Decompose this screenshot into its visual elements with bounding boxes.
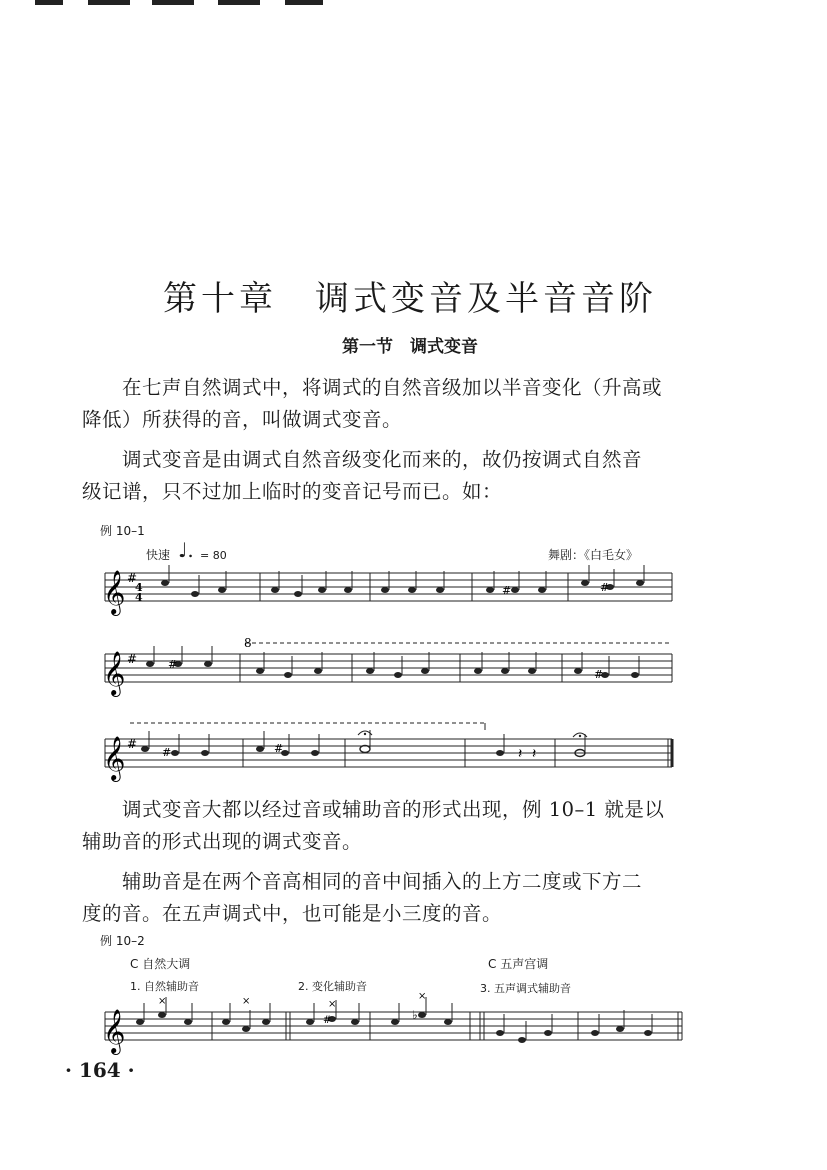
svg-text:𝄞: 𝄞 [103,651,126,695]
tempo-value: = 80 [200,549,227,562]
svg-text:#: # [594,668,604,681]
section-title: 第一节 调式变音 [342,337,478,357]
svg-text:𝄞: 𝄞 [103,736,126,780]
example-1-source: 舞剧：《白毛女》 [548,548,639,562]
paragraph-2-line-1: 调式变音是由调式自然音级变化而来的，故仍按调式自然音 [122,448,643,471]
svg-text:8: 8 [244,636,252,650]
paragraph-1-line-2: 降低）所获得的音，叫做调式变音。 [82,408,403,431]
top-rule-5 [285,0,323,5]
top-rule-2 [88,0,130,5]
paragraph-4-line-1: 辅助音是在两个音高相同的音中间插入的上方二度或下方二 [122,870,643,893]
svg-text:×: × [418,991,427,1002]
svg-text:𝄽: 𝄽 [518,746,523,762]
svg-text:×: × [242,996,251,1007]
mode-left-label: C 自然大调 [130,957,191,971]
svg-text:4: 4 [135,591,143,604]
svg-text:4: 4 [135,581,143,594]
svg-text:𝄽: 𝄽 [532,746,537,762]
paragraph-3-line-2: 辅助音的形式出现的调式变音。 [82,830,363,853]
svg-text:×: × [158,996,167,1007]
example-1-label: 例 10–1 [100,524,145,538]
svg-text:#: # [600,581,610,594]
top-rule-1 [35,0,63,5]
paragraph-4-line-2: 度的音。在五声调式中，也可能是小三度的音。 [82,902,503,925]
example-2-label: 例 10–2 [100,934,145,948]
svg-text:×: × [328,999,337,1010]
music-staff-3 [100,720,680,780]
music-staff-4 [100,991,690,1053]
svg-text:#: # [168,658,178,671]
svg-text:𝄞: 𝄞 [103,570,126,614]
paragraph-3-line-1: 调式变音大都以经过音或辅助音的形式出现，例 10–1 就是以 [122,798,665,821]
music-staff-2 [100,636,680,695]
svg-text:𝄞: 𝄞 [103,1009,126,1053]
sub-label-1: 1. 自然辅助音 [130,980,199,993]
svg-text:#: # [127,571,138,585]
svg-text:#: # [274,742,284,755]
svg-text:♭: ♭ [412,1008,418,1022]
top-rule-4 [218,0,260,5]
page-number: · 164 · [65,1058,135,1082]
mode-right-label: C 五声宫调 [488,957,549,971]
dotted-quarter-note-icon: ♩. [178,538,194,562]
svg-text:#: # [162,746,172,759]
svg-text:#: # [127,652,138,666]
top-rule-3 [152,0,194,5]
sub-label-2: 2. 变化辅助音 [298,980,367,993]
svg-text:#: # [323,1015,332,1026]
tempo-text: 快速 [146,548,171,562]
svg-text:#: # [127,737,138,751]
paragraph-2-line-2: 级记谱，只不过加上临时的变音记号而已。如： [82,480,503,503]
music-staff-1 [100,565,680,615]
svg-text:#: # [502,584,512,597]
chapter-title: 第十章 调式变音及半音音阶 [163,278,657,319]
paragraph-1-line-1: 在七声自然调式中，将调式的自然音级加以半音变化（升高或 [122,376,663,399]
sub-label-3: 3. 五声调式辅助音 [480,982,571,995]
